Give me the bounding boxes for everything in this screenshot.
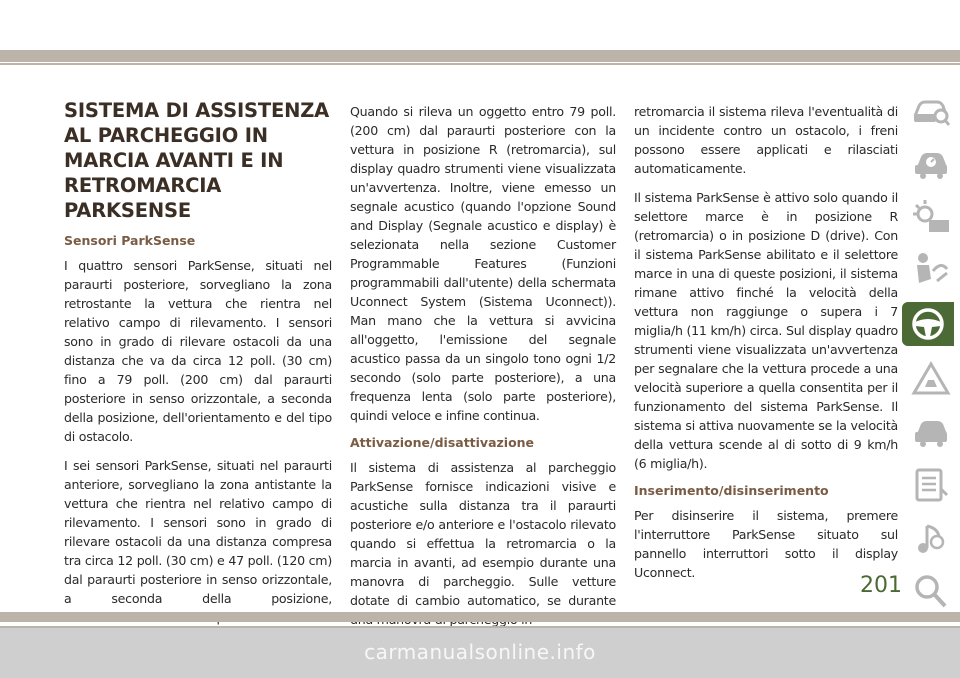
section-title-attivazione: Attivazione/disattivazione: [350, 435, 535, 450]
car-service-icon: [911, 414, 951, 450]
top-line: [0, 63, 960, 65]
paragraph-7: Per disinserire il sistema, premere l'interruttore ParkSense situato sul pannello interruttori sotto il display Uconnect.: [634, 508, 898, 580]
tab-warning-light[interactable]: [908, 196, 954, 236]
tab-steering-wheel[interactable]: [902, 302, 954, 346]
music-note-icon: [911, 520, 951, 556]
bottom-stripe: [0, 612, 960, 622]
section-title-inserimento: Inserimento/disinserimento: [634, 483, 829, 498]
warning-light-icon: [911, 198, 951, 234]
paragraph-2: I sei sensori ParkSense, situati nel paraurti anteriore, sorvegliano la zona antistante la vettura che rientra nel relativo campo di rilevamento. I sensori sono in grado di rilevare ostacoli da una distanza compresa tra circa 12 poll. (30 cm) e 47 poll. (120 cm) dal paraurti posteriore in senso orizzontale, a seconda della posizione,: [64, 458, 332, 606]
paragraph-3: Quando si rileva un oggetto entro 79 poll. (200 cm) dal paraurti posteriore con la vettura in posizione R (retromarcia), sul display quadro strumenti viene visualizzata un'avvertenza. Inoltre, viene emesso un segnale acustico (quando l'opzione Sound and Display (Segnale acustico e display) è selezionata nella sezione Customer Programmable Features (Funzioni programmabili dall'utente) della schermata Uconnect System (Sistema Uconnect)). Man mano che la vettura si avvicina all'oggetto, l'emissione del segnale acustico passa da un singolo tono ogni 1/2 secondo (solo parte posteriore), a una frequenza lenta (solo parte posteriore), quindi veloce e infine continua.: [350, 104, 616, 423]
column-2: [350, 102, 616, 639]
tab-car-magnifier[interactable]: [908, 90, 954, 130]
tab-magnifier[interactable]: [908, 571, 954, 611]
tab-car-service[interactable]: [908, 412, 954, 452]
seat-person-icon: [911, 251, 951, 287]
tab-road-warning[interactable]: [908, 359, 954, 399]
paragraph-4: Il sistema di assistenza al parcheggio ParkSense fornisce indicazioni visive e acustiche sulla distanza tra il paraurti posteriore e/o anteriore e l'ostacolo rilevato quando si effettua la retromarcia o la marcia in avanti, ad esempio durante una manovra di parcheggio. Sulle vetture dotate di cambio automatico, se durante: [350, 460, 616, 608]
tab-checklist[interactable]: [908, 465, 954, 505]
column-3: [634, 102, 898, 592]
tab-car-dashboard[interactable]: [908, 143, 954, 183]
car-dashboard-icon: [911, 145, 951, 181]
steering-wheel-icon: [908, 306, 948, 342]
column-1: [64, 98, 332, 637]
chapter-tabs: [902, 90, 960, 677]
watermark: carmanualsonline.info: [364, 640, 596, 664]
magnifier-icon: [911, 573, 951, 609]
paragraph-6: Il sistema ParkSense è attivo solo quando il selettore marce è in posizione R (retromarcia) o in posizione D (drive). Con il sistema ParkSense abilitato e il selettore marce in una di queste posizioni, il sistema rimane attivo finché la velocità della vettura non raggiunge o supera i 7 miglia/h (11 km/h) circa. Sul display quadro strumenti viene visualizzata un'avvertenza per segnalare che la vettura procede a una velocità superiore a quella consentita per il funzionamento del sistema ParkSense. Il sistema si attiva nuovamente se la velocità della vettura scende al di sotto di 9 km/h (6 miglia/h).: [634, 190, 898, 471]
page-number: 201: [860, 573, 902, 598]
road-warning-icon: [911, 361, 951, 397]
page-title: SISTEMA DI ASSISTENZA AL PARCHEGGIO IN MARCIA AVANTI E IN RETROMARCIA PARKSENSE: [64, 99, 330, 222]
tab-seat-person[interactable]: [908, 249, 954, 289]
paragraph-5: retromarcia il sistema rileva l'eventualità di un incidente contro un ostacolo, i freni possono essere applicati e rilasciati automaticamente.: [634, 104, 898, 176]
section-title-sensori: Sensori ParkSense: [64, 233, 196, 248]
top-stripe: [0, 50, 960, 62]
paragraph-1: I quattro sensori ParkSense, situati nel paraurti posteriore, sorvegliano la zona retrostante la vettura che rientra nel relativo campo di rilevamento. I sensori sono in grado di rilevare ostacoli da una distanza che va da circa 12 poll. (30 cm) fino a 79 poll. (200 cm) dal paraurti posteriore in senso orizzontale, a seconda della posizione, dell'orientamento e del tipo di ostacolo.: [64, 258, 332, 444]
car-magnifier-icon: [911, 92, 951, 128]
checklist-icon: [911, 467, 951, 503]
tab-music-note[interactable]: [908, 518, 954, 558]
